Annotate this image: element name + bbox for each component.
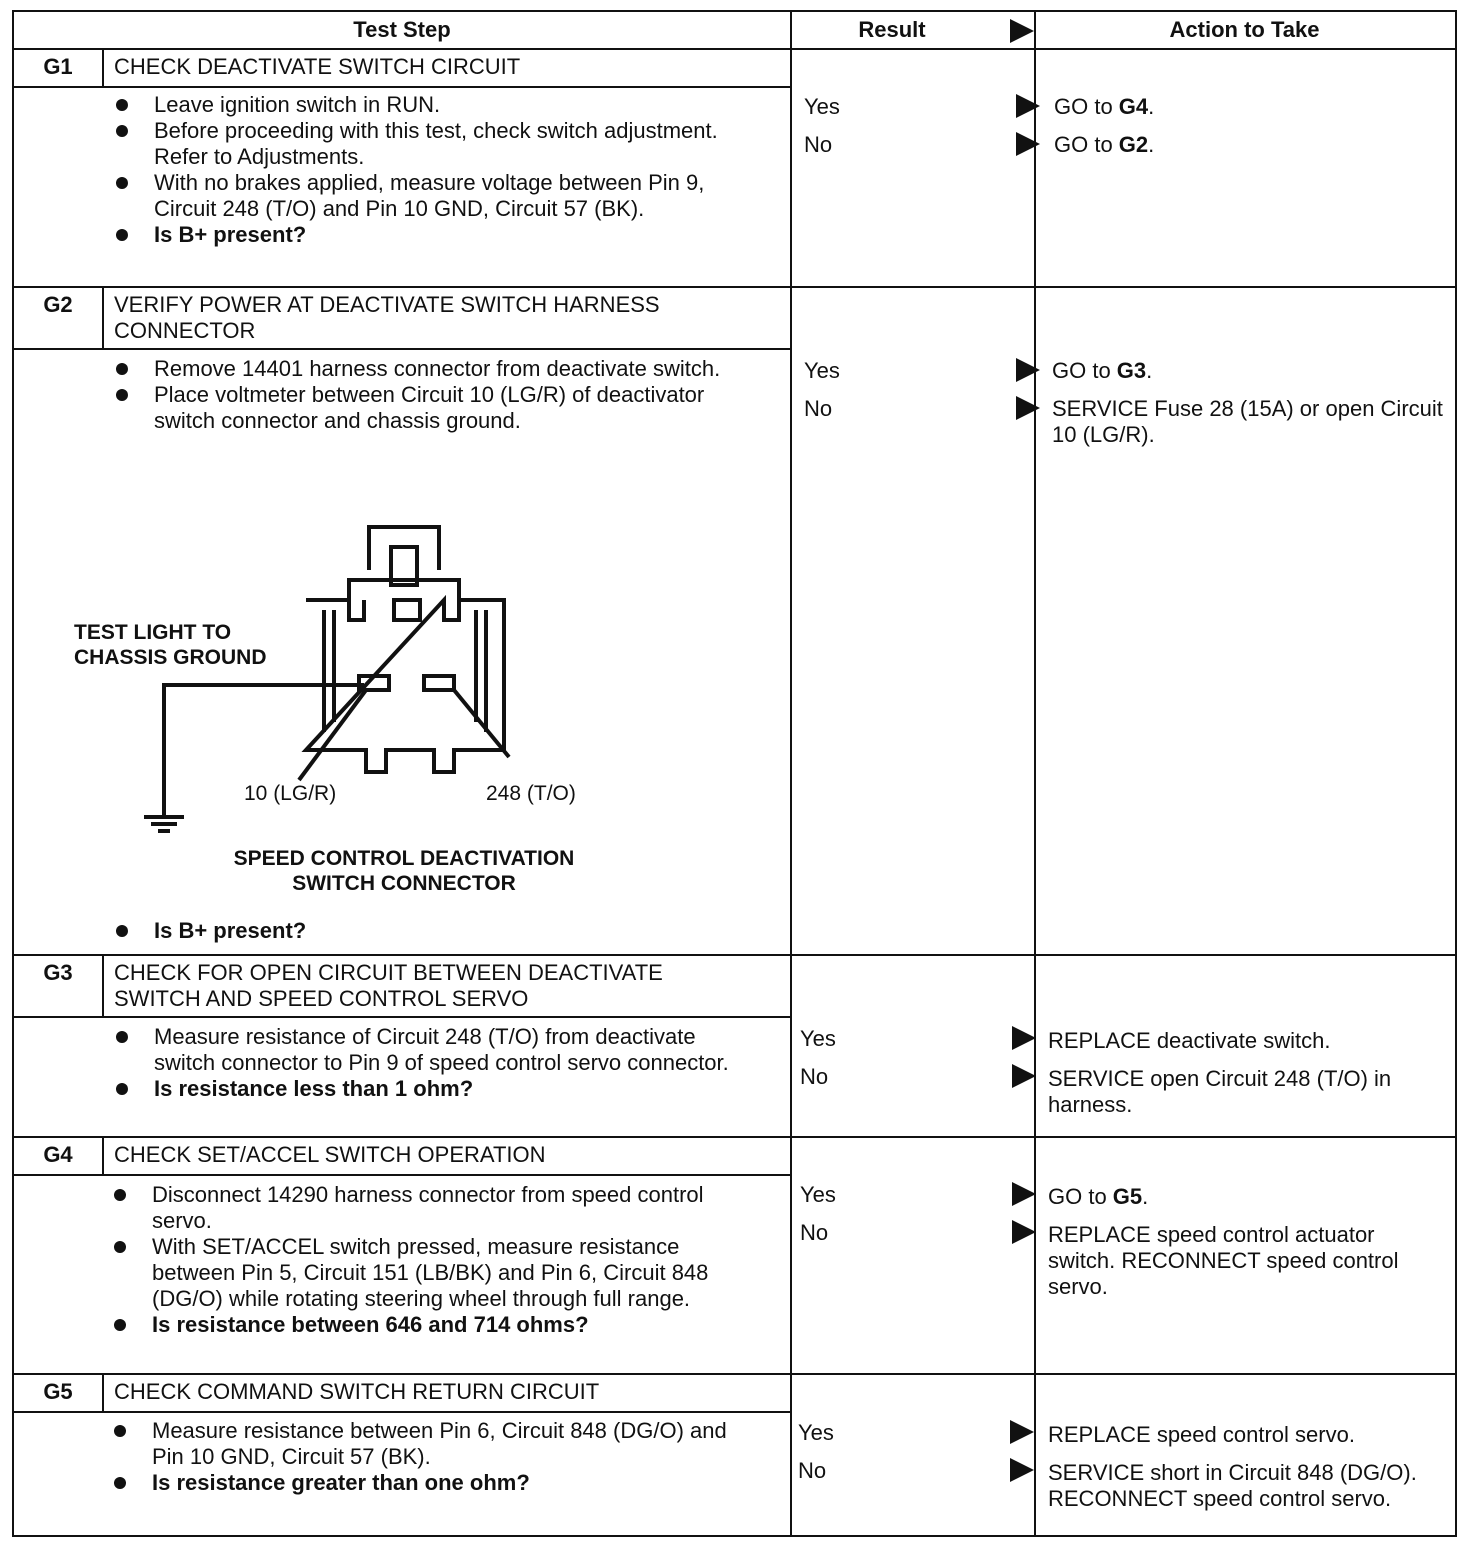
step-question: Is B+ present? (114, 918, 754, 944)
action-list (1048, 1028, 1443, 1130)
pin-248-terminal (424, 676, 454, 690)
test-light-label: TEST LIGHT TO CHASSIS GROUND (74, 621, 267, 669)
result-list (804, 358, 1044, 434)
arrow-icon (1010, 1458, 1034, 1482)
section-divider (14, 286, 1455, 288)
step-question: Is resistance between 646 and 714 ohms? (112, 1312, 752, 1338)
step-id: G4 (43, 1142, 73, 1167)
action-item: GO to G3. (1052, 358, 1153, 383)
result-yes: Yes (804, 94, 840, 119)
step-question: Is resistance greater than one ohm? (112, 1470, 752, 1496)
step-id: G3 (43, 960, 73, 985)
step-item: Disconnect 14290 harness connector from speed control servo. (112, 1182, 752, 1234)
arrow-icon (1016, 396, 1040, 420)
arrow-icon (1012, 1064, 1036, 1088)
step-item: Measure resistance between Pin 6, Circuit 848 (DG/O) and Pin 10 GND, Circuit 57 (BK). (112, 1418, 752, 1470)
diagnostic-table (12, 10, 1457, 1537)
step-item: With no brakes applied, measure voltage between Pin 9, Circuit 248 (T/O) and Pin 10 GND, Circuit 57 (BK). (114, 170, 754, 222)
step-title: CHECK COMMAND SWITCH RETURN CIRCUIT (114, 1379, 600, 1404)
result-no: No (800, 1064, 829, 1089)
result-no: No (804, 132, 833, 157)
action-item: REPLACE speed control servo. (1048, 1422, 1355, 1447)
result-list (800, 1182, 1040, 1258)
step-id: G5 (43, 1379, 73, 1404)
action-item: GO to G2. (1054, 132, 1155, 157)
action-list (1048, 1422, 1443, 1524)
action-item: GO to G4. (1054, 94, 1155, 119)
step-list (112, 1182, 752, 1338)
diagram-caption: SPEED CONTROL DEACTIVATION SWITCH CONNECTOR (233, 847, 575, 895)
arrow-icon (1016, 94, 1040, 118)
result-yes: Yes (800, 1026, 836, 1051)
connector-center-slot (394, 600, 420, 620)
result-list (798, 1420, 1038, 1496)
leader-pin-248 (454, 690, 509, 757)
step-item: Before proceeding with this test, check switch adjustment. Refer to Adjustments. (114, 118, 754, 170)
result-yes: Yes (804, 358, 840, 383)
arrow-icon (1012, 1220, 1036, 1244)
section-divider (14, 1136, 1455, 1138)
column-divider-result (790, 12, 792, 1535)
column-divider-action (1034, 12, 1036, 1535)
step-item: Measure resistance of Circuit 248 (T/O) from deactivate switch connector to Pin 9 of speed control servo connector. (114, 1024, 754, 1076)
action-list (1054, 94, 1449, 170)
result-no: No (804, 396, 833, 421)
ground-icon (144, 817, 184, 831)
step-list (114, 1024, 754, 1102)
header-action: Action to Take (1034, 12, 1455, 50)
title-rule (14, 348, 790, 350)
action-item: SERVICE short in Circuit 848 (DG/O). RECONNECT speed control servo. (1048, 1460, 1417, 1511)
step-item: Remove 14401 harness connector from deactivate switch. (114, 356, 754, 382)
action-list (1048, 1184, 1443, 1312)
step-list (112, 1418, 752, 1496)
title-rule (14, 1174, 790, 1176)
result-no: No (798, 1458, 827, 1483)
result-yes: Yes (798, 1420, 834, 1445)
result-list (804, 94, 1044, 170)
step-title: CHECK FOR OPEN CIRCUIT BETWEEN DEACTIVATE SWITCH AND SPEED CONTROL SERVO (114, 960, 663, 1011)
step-title: CHECK DEACTIVATE SWITCH CIRCUIT (114, 54, 521, 79)
section-divider (14, 954, 1455, 956)
arrow-icon (1012, 1182, 1036, 1206)
header-arrow-icon (1010, 19, 1034, 43)
arrow-icon (1010, 1420, 1034, 1444)
result-yes: Yes (800, 1182, 836, 1207)
header-test-step: Test Step (14, 12, 790, 50)
action-item: SERVICE Fuse 28 (15A) or open Circuit 10 (LG/R). (1052, 396, 1443, 447)
step-list (114, 918, 754, 944)
step-item: Place voltmeter between Circuit 10 (LG/R) of deactivator switch connector and chassis ground. (114, 382, 754, 434)
pin-label-right: 248 (T/O) (486, 782, 576, 805)
step-item: Leave ignition switch in RUN. (114, 92, 754, 118)
step-question: Is resistance less than 1 ohm? (114, 1076, 754, 1102)
title-rule (14, 1016, 790, 1018)
step-item: With SET/ACCEL switch pressed, measure resistance between Pin 5, Circuit 151 (LB/BK) and Pin 6, Circuit 848 (DG/O) while rotating steering wheel through full range. (112, 1234, 752, 1312)
step-list (114, 92, 754, 248)
step-title: VERIFY POWER AT DEACTIVATE SWITCH HARNESS CONNECTOR (114, 292, 660, 343)
step-id: G2 (43, 292, 73, 317)
step-id: G1 (43, 54, 73, 79)
action-item: REPLACE speed control actuator switch. RECONNECT speed control servo. (1048, 1222, 1399, 1299)
section-divider (14, 1373, 1455, 1375)
pin-label-left: 10 (LG/R) (244, 782, 337, 805)
action-item: GO to G5. (1048, 1184, 1149, 1209)
action-item: SERVICE open Circuit 248 (T/O) in harness. (1048, 1066, 1392, 1117)
action-item: REPLACE deactivate switch. (1048, 1028, 1331, 1053)
result-no: No (800, 1220, 829, 1245)
arrow-icon (1016, 132, 1040, 156)
header-result: Result (790, 12, 1034, 50)
title-rule (14, 86, 790, 88)
step-title: CHECK SET/ACCEL SWITCH OPERATION (114, 1142, 546, 1167)
arrow-icon (1012, 1026, 1036, 1050)
action-list (1052, 358, 1447, 460)
arrow-icon (1016, 358, 1040, 382)
result-list (800, 1026, 1040, 1102)
title-rule (14, 1411, 790, 1413)
step-question: Is B+ present? (114, 222, 754, 248)
